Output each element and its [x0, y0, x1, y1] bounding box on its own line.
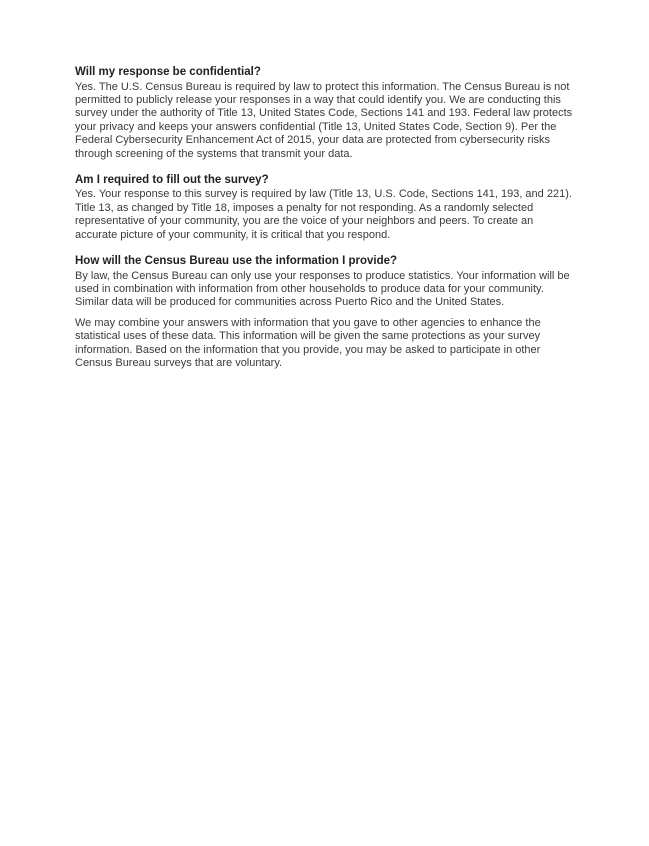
answer-paragraph: Yes. The U.S. Census Bureau is required by law to protect this information. The Census Bureau is not permitted to publicly release your responses in a way that could identify you. We are conducting this survey under the authority of Title 13, United States Code, Sections 141 and 193. Federal law protects your privacy and keeps your answers confidential (Title 13, United States Code, Section 9). Per the Federal Cybersecurity Enhancement Act of 2015, your data are protected from cybersecurity risks through screening of the systems that transmit your data.	[75, 80, 573, 160]
question-heading: Will my response be confidential?	[75, 66, 261, 78]
question-heading: How will the Census Bureau use the information I provide?	[75, 255, 398, 268]
question-heading: Am I required to fill out the survey?	[75, 173, 269, 186]
faq-section-information-use	[75, 255, 578, 370]
faq-section-required	[75, 174, 578, 242]
faq-content	[75, 66, 578, 370]
answer-paragraph: By law, the Census Bureau can only use your responses to produce statistics. Your information will be used in combination with information from other households to produce data for your community. Similar data will be produced for communities across Puerto Rico and the United States.	[75, 269, 570, 309]
faq-section-confidential	[75, 66, 578, 161]
answer-paragraph: We may combine your answers with information that you gave to other agencies to enhance the statistical uses of these data. This information will be given the same protections as your survey information. Based on the information that you provide, you may be asked to participate in other Census Bureau surveys that are voluntary.	[75, 316, 541, 369]
answer-paragraph: Yes. Your response to this survey is required by law (Title 13, U.S. Code, Sections 141, 193, and 221). Title 13, as changed by Title 18, imposes a penalty for not responding. As a randomly selected representative of your community, you are the voice of your neighbors and peers. To create an accurate picture of your community, it is critical that you respond.	[75, 188, 572, 241]
